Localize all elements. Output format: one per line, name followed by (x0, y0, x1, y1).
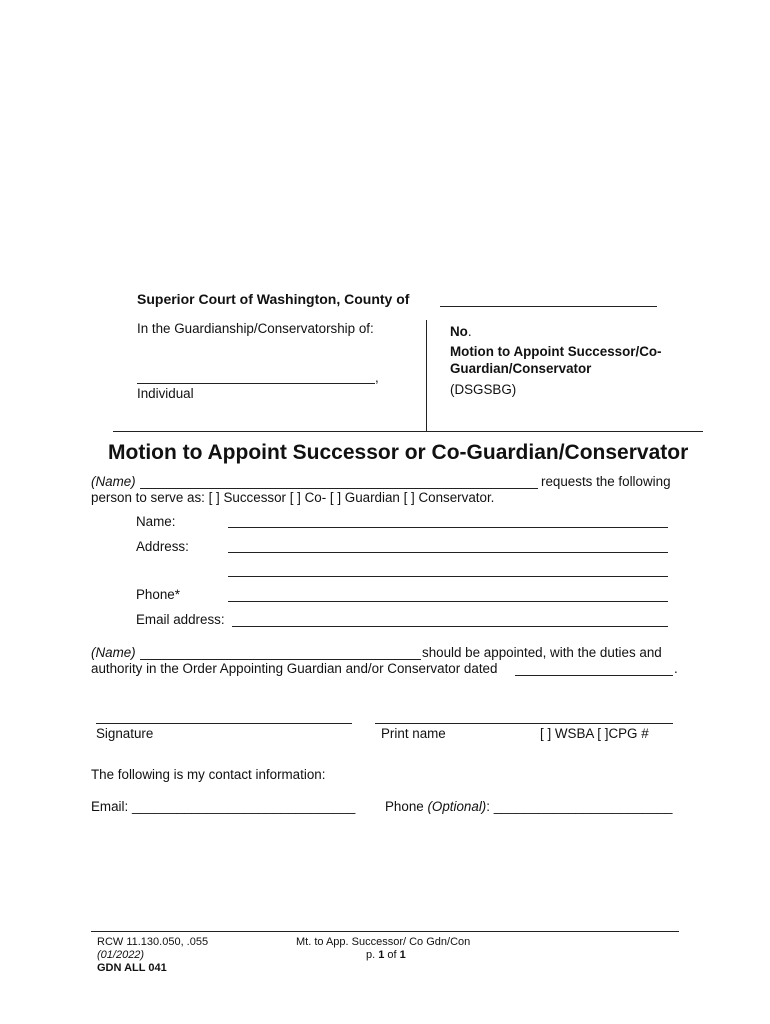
footer-form-number: GDN ALL 041 (97, 962, 167, 974)
contact-phone-label: Phone (385, 799, 424, 814)
in-matter-of: In the Guardianship/Conservatorship of: (137, 321, 374, 336)
contact-phone-optional: (Optional) (427, 799, 487, 814)
individual-label: Individual (137, 386, 194, 401)
doc-code: (DSGSBG) (450, 382, 517, 397)
court-label: Superior Court of Washington, County of (137, 291, 410, 307)
should-appointed-text: should be appointed, with the duties and (422, 645, 662, 660)
print-name-label: Print name (381, 726, 446, 741)
page-number: 1 (378, 949, 385, 961)
contact-email[interactable] (91, 799, 355, 814)
case-number-label: No (450, 324, 468, 339)
footer-rule (91, 931, 679, 932)
field-address-label: Address: (136, 539, 189, 554)
requester-name-blank[interactable] (140, 488, 538, 489)
footer-date: (01/2022) (97, 949, 145, 961)
caption-bottom-rule (113, 431, 703, 432)
field-address-blank-1[interactable] (228, 552, 668, 553)
order-date-blank[interactable] (515, 675, 673, 676)
contact-phone[interactable] (385, 799, 672, 814)
field-phone-blank[interactable] (228, 601, 668, 602)
footer-rcw: RCW 11.130.050, .055 (97, 936, 209, 948)
authority-text: authority in the Order Appointing Guardian and/or Conservator dated (91, 661, 498, 676)
field-name-label: Name: (136, 514, 176, 529)
requests-text: requests the following (541, 474, 671, 489)
serve-as-options[interactable]: person to serve as: [ ] Successor [ ] Co- [ ] Guardian [ ] Conservator. (91, 490, 495, 505)
request-name-label: (Name) (91, 474, 136, 489)
case-number-dot: . (467, 324, 472, 339)
period: . (674, 661, 678, 676)
contact-phone-blank[interactable]: ________________________ (493, 799, 673, 814)
appointee-name-blank[interactable] (140, 659, 421, 660)
contact-phone-colon: : (486, 799, 490, 814)
individual-name-blank[interactable] (137, 383, 375, 384)
doc-title-line2: Guardian/Conservator (450, 361, 592, 376)
page-total: 1 (399, 949, 406, 961)
footer-center-title: Mt. to App. Successor/ Co Gdn/Con (296, 936, 471, 948)
field-email-blank[interactable] (232, 626, 668, 627)
doc-title-line1: Motion to Appoint Successor/Co- (450, 344, 662, 359)
field-address-blank-2[interactable] (228, 576, 668, 577)
contact-email-label: Email: (91, 799, 129, 814)
case-number (450, 324, 472, 339)
contact-intro: The following is my contact information: (91, 767, 326, 782)
footer-page (366, 949, 406, 961)
appoint-name-label: (Name) (91, 645, 136, 660)
field-email-label: Email address: (136, 612, 225, 627)
county-blank[interactable] (440, 306, 657, 307)
signature-label: Signature (96, 726, 154, 741)
comma: , (375, 370, 379, 385)
contact-email-blank[interactable]: ______________________________ (131, 799, 356, 814)
signature-line[interactable] (96, 723, 352, 724)
caption-divider (426, 320, 427, 431)
wsba-cpg-label[interactable]: [ ] WSBA [ ]CPG # (540, 726, 649, 741)
page-of: of (384, 949, 400, 961)
court-heading (137, 291, 409, 307)
main-title: Motion to Appoint Successor or Co-Guardian/Conservator (108, 441, 689, 464)
field-name-blank[interactable] (228, 527, 668, 528)
print-name-line[interactable] (375, 723, 673, 724)
page-prefix: p. (366, 949, 379, 961)
field-phone-label: Phone* (136, 587, 180, 602)
